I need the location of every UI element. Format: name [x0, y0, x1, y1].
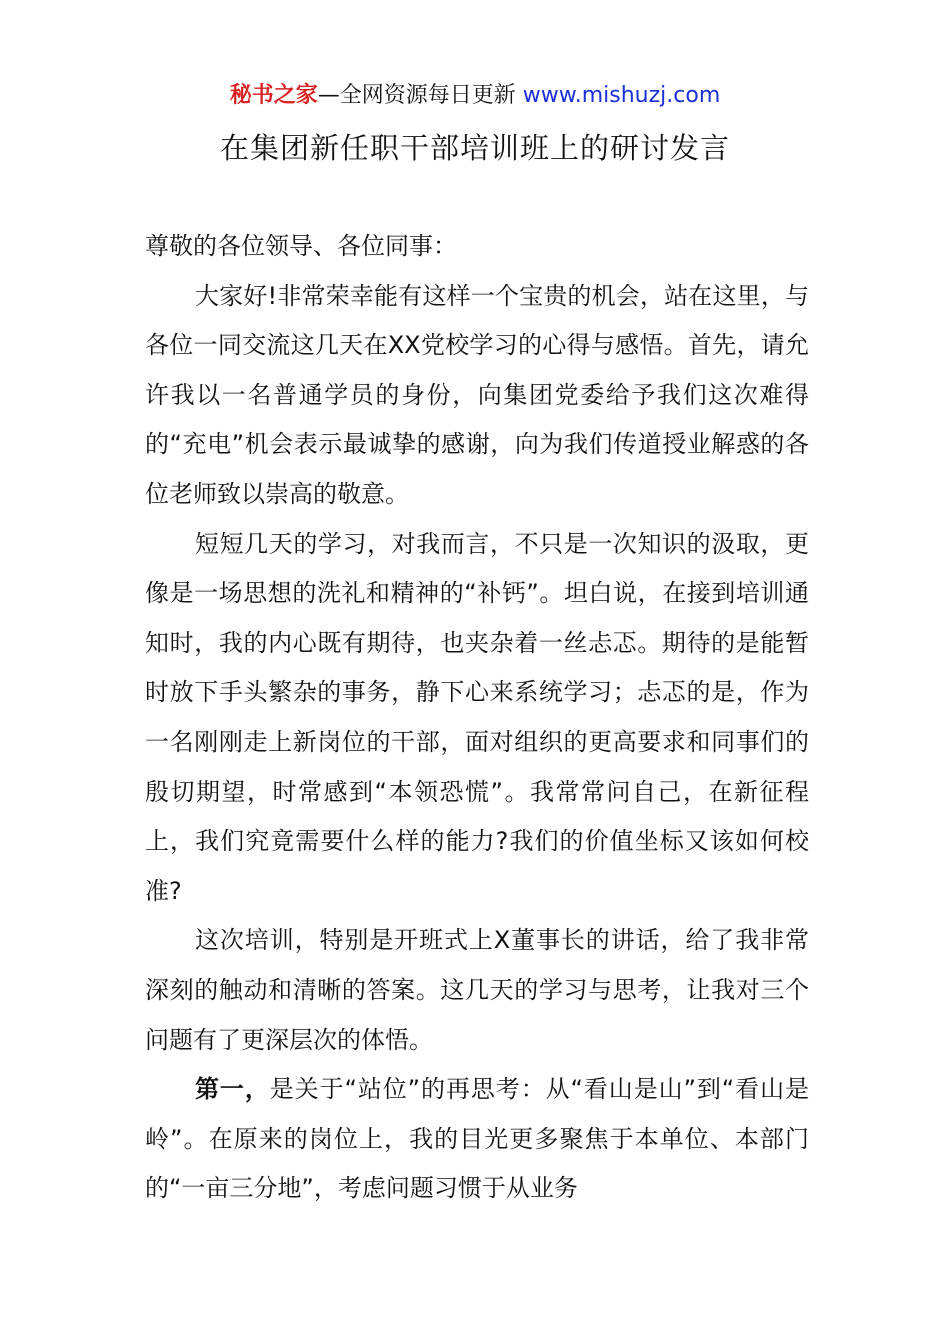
site-header	[0, 80, 950, 112]
site-tagline: —全网资源每日更新	[317, 83, 516, 108]
paragraph-intro: 大家好!非常荣幸能有这样一个宝贵的机会，站在这里，与各位一同交流这几天在XX党校学习的心得与感悟。首先，请允许我以一名普通学员的身份，向集团党委给予我们这次难得的“充电”机会表示最诚挚的感谢，向为我们传道授业解惑的各位老师致以崇高的敬意。	[145, 281, 809, 508]
paragraph-insights: 这次培训，特别是开班式上X董事长的讲话，给了我非常深刻的触动和清晰的答案。这几天的学习与思考，让我对三个问题有了更深层次的体悟。	[145, 926, 809, 1054]
point-one-lead: 第一，	[195, 1075, 270, 1104]
paragraph-learning: 短短几天的学习，对我而言，不只是一次知识的汲取，更像是一场思想的洗礼和精神的“补钙”。坦白说，在接到培训通知时，我的内心既有期待，也夹杂着一丝忐忑。期待的是能暂时放下手头繁杂的事务，静下心来系统学习；忐忑的是，作为一名刚刚走上新岗位的干部，面对组织的更高要求和同事们的殷切期望，时常感到“本领恐慌”。我常常问自己，在新征程上，我们究竟需要什么样的能力?我们的价值坐标又该如何校准?	[145, 529, 809, 905]
point-one-text: 是关于“站位”的再思考：从“看山是山”到“看山是岭”。在原来的岗位上，我的目光更多聚焦于本单位、本部门的“一亩三分地”，考虑问题习惯于从业务	[145, 1075, 809, 1203]
site-url-link[interactable]: www.mishuzj.com	[522, 83, 721, 108]
paragraph-point-one	[145, 1065, 809, 1214]
document-title: 在集团新任职干部培训班上的研讨发言	[219, 131, 730, 165]
brand-name: 秘书之家	[229, 83, 318, 108]
salutation: 尊敬的各位领导、各位同事：	[145, 232, 457, 260]
document-body	[145, 222, 809, 1214]
